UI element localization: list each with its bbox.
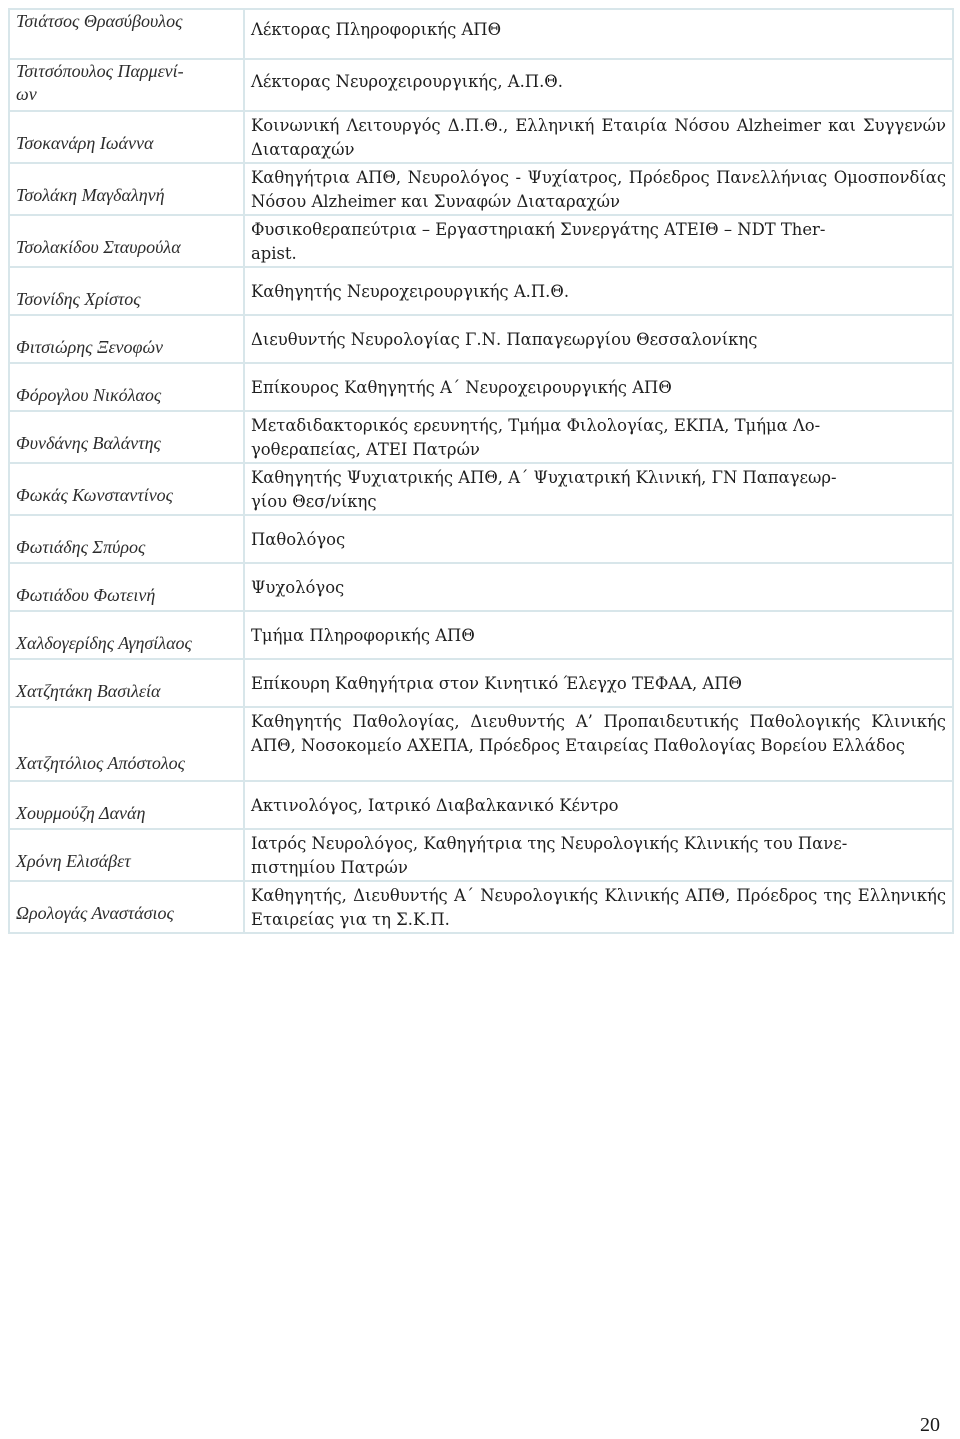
table-row	[9, 659, 953, 707]
role-line: Καθηγητής Ψυχιατρικής ΑΠΘ, Α΄ Ψυχιατρική Κλινική, ΓΝ Παπαγεωρ-	[251, 468, 837, 487]
roster-table	[8, 8, 954, 934]
role-line: γίου Θεσ/νίκης	[251, 492, 377, 511]
role-line: Φυσικοθεραπεύτρια – Εργαστηριακή Συνεργάτης ΑΤΕΙΘ – NDT Ther-	[251, 220, 826, 239]
person-name: Χατζητόλιος Απόστολος	[9, 707, 244, 781]
person-name: Φωτιάδης Σπύρος	[9, 515, 244, 563]
person-role: Επίκουρη Καθηγήτρια στον Κινητικό Έλεγχο ΤΕΦΑΑ, ΑΠΘ	[244, 659, 953, 707]
person-role: Διευθυντής Νευρολογίας Γ.Ν. Παπαγεωργίου Θεσσαλονίκης	[244, 315, 953, 363]
person-name: Τσοκανάρη Ιωάννα	[9, 111, 244, 163]
person-role	[244, 829, 953, 881]
role-line: πιστημίου Πατρών	[251, 858, 408, 877]
role-line: apist.	[251, 244, 297, 263]
role-line: γοθεραπείας, ΑΤΕΙ Πατρών	[251, 440, 480, 459]
person-name	[9, 59, 244, 111]
person-name: Φωκάς Κωνσταντίνος	[9, 463, 244, 515]
table-row	[9, 59, 953, 111]
table-row	[9, 563, 953, 611]
table-row	[9, 881, 953, 933]
person-role	[244, 215, 953, 267]
person-role: Κοινωνική Λειτουργός Δ.Π.Θ., Ελληνική Εταιρία Νόσου Alzheimer και Συγγενών Διαταραχών	[244, 111, 953, 163]
person-role: Ακτινολόγος, Ιατρικό Διαβαλκανικό Κέντρο	[244, 781, 953, 829]
person-role: Παθολόγος	[244, 515, 953, 563]
person-name: Τσονίδης Χρίστος	[9, 267, 244, 315]
person-name: Χατζητάκη Βασιλεία	[9, 659, 244, 707]
table-row	[9, 267, 953, 315]
person-name: Χουρμούζη Δανάη	[9, 781, 244, 829]
person-role: Καθηγητής, Διευθυντής Α΄ Νευρολογικής Κλινικής ΑΠΘ, Πρόεδρος της Ελληνικής Εταιρείας για τη Σ.Κ.Π.	[244, 881, 953, 933]
table-row	[9, 515, 953, 563]
person-role: Καθηγήτρια ΑΠΘ, Νευρολόγος - Ψυχίατρος, Πρόεδρος Πανελλήνιας Ομοσπονδίας Νόσου Alzheimer και Συναφών Διαταραχών	[244, 163, 953, 215]
table-row	[9, 215, 953, 267]
person-name: Φόρογλου Νικόλαος	[9, 363, 244, 411]
person-name: Φυνδάνης Βαλάντης	[9, 411, 244, 463]
table-row	[9, 611, 953, 659]
person-name: Τσολάκη Μαγδαληνή	[9, 163, 244, 215]
person-name-line: ων	[16, 84, 37, 104]
person-role: Λέκτορας Νευροχειρουργικής, Α.Π.Θ.	[244, 59, 953, 111]
person-name-line: Τσιτσόπουλος Παρμενί-	[16, 61, 184, 81]
table-row	[9, 9, 953, 59]
table-row	[9, 707, 953, 781]
table-row	[9, 463, 953, 515]
role-line: Ιατρός Νευρολόγος, Καθηγήτρια της Νευρολογικής Κλινικής του Πανε-	[251, 834, 848, 853]
page-number: 20	[920, 1414, 940, 1436]
person-role: Λέκτορας Πληροφορικής ΑΠΘ	[244, 9, 953, 59]
person-role: Καθηγητής Παθολογίας, Διευθυντής Α’ Προπαιδευτικής Παθολογικής Κλινικής ΑΠΘ, Νοσοκομείο ΑΧΕΠΑ, Πρόεδρος Εταιρείας Παθολογίας Βορείου Ελλάδος	[244, 707, 953, 781]
table-row	[9, 363, 953, 411]
table-row	[9, 411, 953, 463]
person-role	[244, 463, 953, 515]
person-name: Φιτσιώρης Ξενοφών	[9, 315, 244, 363]
person-role: Επίκουρος Καθηγητής Α΄ Νευροχειρουργικής ΑΠΘ	[244, 363, 953, 411]
person-name: Χαλδογερίδης Αγησίλαος	[9, 611, 244, 659]
table-row	[9, 111, 953, 163]
table-row	[9, 781, 953, 829]
person-name: Τσολακίδου Σταυρούλα	[9, 215, 244, 267]
table-row	[9, 829, 953, 881]
person-role	[244, 411, 953, 463]
person-name: Χρόνη Ελισάβετ	[9, 829, 244, 881]
table-row	[9, 315, 953, 363]
person-name: Ωρολογάς Αναστάσιος	[9, 881, 244, 933]
person-name: Φωτιάδου Φωτεινή	[9, 563, 244, 611]
role-line: Μεταδιδακτορικός ερευνητής, Τμήμα Φιλολογίας, ΕΚΠΑ, Τμήμα Λο-	[251, 416, 821, 435]
person-name: Τσιάτσος Θρασύβουλος	[9, 9, 244, 59]
table-row	[9, 163, 953, 215]
person-role: Καθηγητής Νευροχειρουργικής Α.Π.Θ.	[244, 267, 953, 315]
person-role: Ψυχολόγος	[244, 563, 953, 611]
person-role: Τμήμα Πληροφορικής ΑΠΘ	[244, 611, 953, 659]
